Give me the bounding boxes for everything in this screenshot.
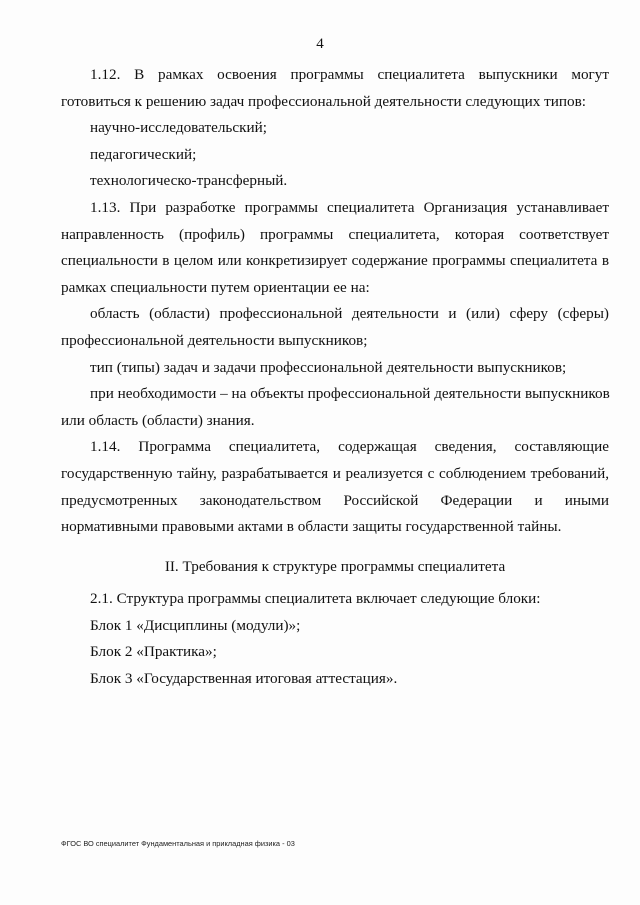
page-number: 4 (316, 36, 324, 52)
text-line: 2.1. Структура программы специалитета включает следующие блоки: (90, 590, 541, 608)
paragraph-1-13-a (61, 301, 609, 354)
list-item: педагогический; (90, 145, 197, 163)
page-footer: ФГОС ВО специалитет Фундаментальная и прикладная физика - 03 (61, 839, 295, 848)
paragraph-1-13 (61, 195, 609, 301)
section-gap (61, 541, 609, 554)
list-item: Блок 1 «Дисциплины (модули)»; (90, 616, 301, 634)
text-line: нормативными правовыми актами в области защиты государственной тайны. (61, 518, 562, 536)
text-line: при необходимости – на объекты профессиональной деятельности выпускников (90, 385, 610, 403)
paragraph-2-1 (61, 586, 609, 613)
paragraph-1-12 (61, 62, 609, 115)
text-line: готовиться к решению задач профессиональной деятельности следующих типов: (61, 92, 587, 110)
blocks-list (61, 613, 609, 693)
text-line: 1.14. Программа специалитета, содержащая сведения, составляющие (90, 438, 609, 456)
text-line: государственную тайну, разрабатывается и реализуется с соблюдением требований, (61, 464, 609, 482)
text-line: или область (области) знания. (61, 411, 255, 429)
paragraph-1-13-c (61, 381, 609, 434)
list-item: Блок 3 «Государственная итоговая аттестация». (90, 670, 398, 688)
text-line: 1.13. При разработке программы специалитета Организация устанавливает (90, 198, 609, 216)
text-line: область (области) профессиональной деятельности и (или) сферу (сферы) (90, 305, 609, 323)
text-line: направленность (профиль) программы специалитета, которая соответствует (61, 225, 609, 243)
text-line: 1.12. В рамках освоения программы специалитета выпускники могут (90, 66, 609, 83)
list-item: технологическо-трансферный. (90, 172, 288, 190)
paragraph-1-14 (61, 434, 609, 540)
text-line: предусмотренных законодательством Российской Федерации и иными (61, 491, 609, 509)
text-line: рамках специальности путем ориентации ее на: (61, 278, 370, 296)
paragraph-1-13-b (61, 355, 609, 382)
text-line: тип (типы) задач и задачи профессиональной деятельности выпускников; (90, 358, 567, 376)
section-heading: II. Требования к структуре программы специалитета (164, 557, 506, 575)
text-line: специальности в целом или конкретизирует содержание программы специалитета в (61, 252, 609, 270)
list-item: Блок 2 «Практика»; (90, 643, 217, 661)
document-body (61, 62, 609, 693)
activity-types-list (61, 115, 609, 195)
list-item: научно-исследовательский; (90, 119, 267, 137)
text-line: профессиональной деятельности выпускников; (61, 331, 368, 349)
